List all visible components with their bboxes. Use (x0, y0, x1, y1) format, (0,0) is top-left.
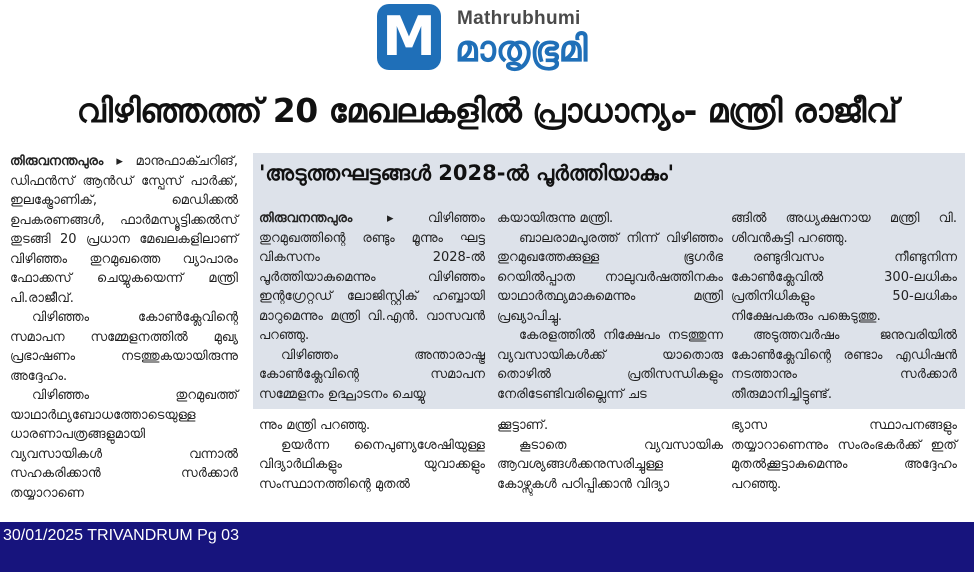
box-para: ബാലരാമപുരത്ത് നിന്ന് വിഴിഞ്ഞം തുറമുഖത്തേക്കുള്ള ഭൂഗർഭ റെയിൽപ്പാത നാലുവർഷത്തിനകം യാഥാർത്ഥ്യമാകുമെന്നും മന്ത്രി പ്രഖ്യാപിച്ചു. (497, 230, 723, 324)
continued-para: ഉയർന്ന നൈപുണ്യശേഷിയുള്ള വിദ്യാർഥികളും യുവാക്കളും സംസ്ഥാനത്തിന്റെ മുതൽ (259, 437, 485, 492)
edition-info: 30/01/2025 TRIVANDRUM Pg 03 (3, 527, 239, 544)
sub-story-box (253, 153, 965, 409)
article-headline: വിഴിഞ്ഞത്ത് 20 മേഖലകളിൽ പ്രാധാന്യം- മന്ത്രി രാജീവ് (76, 91, 898, 130)
sub-story-title: 'അടുത്തഘട്ടങ്ങൾ 2028-ൽ പൂർത്തിയാകും' (259, 161, 675, 185)
box-column-3 (731, 209, 957, 404)
box-para: കയായിരുന്നു മന്ത്രി. (497, 211, 614, 226)
dateline: തിരുവനന്തപുരം ▸ (10, 154, 123, 169)
left-para-3: വിഴിഞ്ഞം തുറമുഖത്ത് യാഥാർഥ്യബോധത്തോടെയുള്ള ധാരണാപത്രങ്ങളുമായി വ്യവസായികൾ വന്നാൽ സഹകരിക്കാൻ സർക്കാർ തയ്യാറാണെ (10, 388, 238, 501)
continued-column-3 (731, 416, 957, 494)
continued-column-1 (259, 416, 485, 494)
box-para: തിരുവനന്തപുരം ▸ വിഴിഞ്ഞം തുറമുഖത്തിന്റെ രണ്ടും മൂന്നും ഘട്ട വികസനം 2028-ൽ പൂർത്തിയാകുമെന്നും വിഴിഞ്ഞം ഇന്റഗ്രേറ്റഡ് ലോജിസ്റ്റിക് ഹബ്ബായി മാറുമെന്നും മന്ത്രി വി.എൻ. വാസവൻ പറഞ്ഞു. (259, 211, 485, 343)
box-column-1 (259, 209, 485, 404)
left-para-2: വിഴിഞ്ഞം കോൺക്ലേവിന്റെ സമാപന സമ്മേളനത്തിൽ മുഖ്യ പ്രഭാഷണം നടത്തുകയായിരുന്നു അദ്ദേഹം. (10, 310, 238, 384)
masthead-logo (377, 4, 657, 72)
continued-column-2 (497, 416, 723, 494)
logo-m-icon: M (377, 4, 441, 70)
brand-name-english: Mathrubhumi (457, 8, 581, 29)
left-para-1: തിരുവനന്തപുരം ▸ മാനുഫാക്ചറിങ്, ഡിഫൻസ് ആൻഡ് സ്പേസ് പാർക്ക്, ഇലക്ട്രോണിക്, മെഡിക്കൽ ഉപകരണങ്ങൾ, ഫാർമസ്യൂട്ടിക്കൽസ് തുടങ്ങി 20 പ്രധാന മേഖലകളിലാണ് വിഴിഞ്ഞം തുറമുഖത്തെ വ്യാപാരം ഫോക്കസ് ചെയ്യുകയെന്ന് മന്ത്രി പി.രാജീവ്. (10, 154, 239, 306)
box-column-2 (497, 209, 723, 404)
box-para: ങ്ങിൽ അധ്യക്ഷനായ മന്ത്രി വി. ശിവൻകുട്ടി പറഞ്ഞു. (731, 211, 957, 246)
continued-para: കൂടാതെ വ്യവസായിക ആവശ്യങ്ങൾക്കനുസരിച്ചുള്ള കോഴ്സുകൾ പഠിപ്പിക്കാൻ വിദ്യാ (497, 437, 723, 492)
continued-para: ഭ്യാസ സ്ഥാപനങ്ങളും തയ്യാറാണെന്നും സംരംഭകർക്ക് ഇത് മുതൽക്കൂട്ടാകുമെന്നും അദ്ദേഹം പറഞ്ഞു. (731, 418, 957, 492)
continued-para: ന്നും മന്ത്രി പറഞ്ഞു. (259, 418, 371, 433)
dateline: തിരുവനന്തപുരം ▸ (259, 211, 394, 226)
brand-name-malayalam: മാതൃഭൂമി (455, 29, 588, 70)
continued-para: ക്കൂട്ടാണ്. (497, 418, 549, 433)
left-column (10, 152, 238, 503)
footer-bar (0, 522, 974, 572)
box-para: കേരളത്തിൽ നിക്ഷേപം നടത്തുന്ന വ്യവസായികൾക്ക് യാതൊരു തൊഴിൽ പ്രതിസന്ധികളും നേരിടേണ്ടിവരില്ലെന്ന് ചട (497, 328, 723, 402)
box-para: വിഴിഞ്ഞം അന്താരാഷ്ട്ര കോൺക്ലേവിന്റെ സമാപന സമ്മേളനം ഉദ്ഘാടനം ചെയ്യു (259, 347, 485, 402)
box-para: അടുത്തവർഷം ജനുവരിയിൽ കോൺക്ലേവിന്റെ രണ്ടാം എഡിഷൻ നടത്താനും സർക്കാർ തീരുമാനിച്ചിട്ടുണ്ട്. (731, 328, 957, 402)
box-para: രണ്ടുദിവസം നീണ്ടുനിന്ന കോൺക്ലേവിൽ 300-ലധികം പ്രതിനിധികളും 50-ലധികം നിക്ഷേപകരും പങ്കെടുത്തു. (731, 250, 957, 324)
